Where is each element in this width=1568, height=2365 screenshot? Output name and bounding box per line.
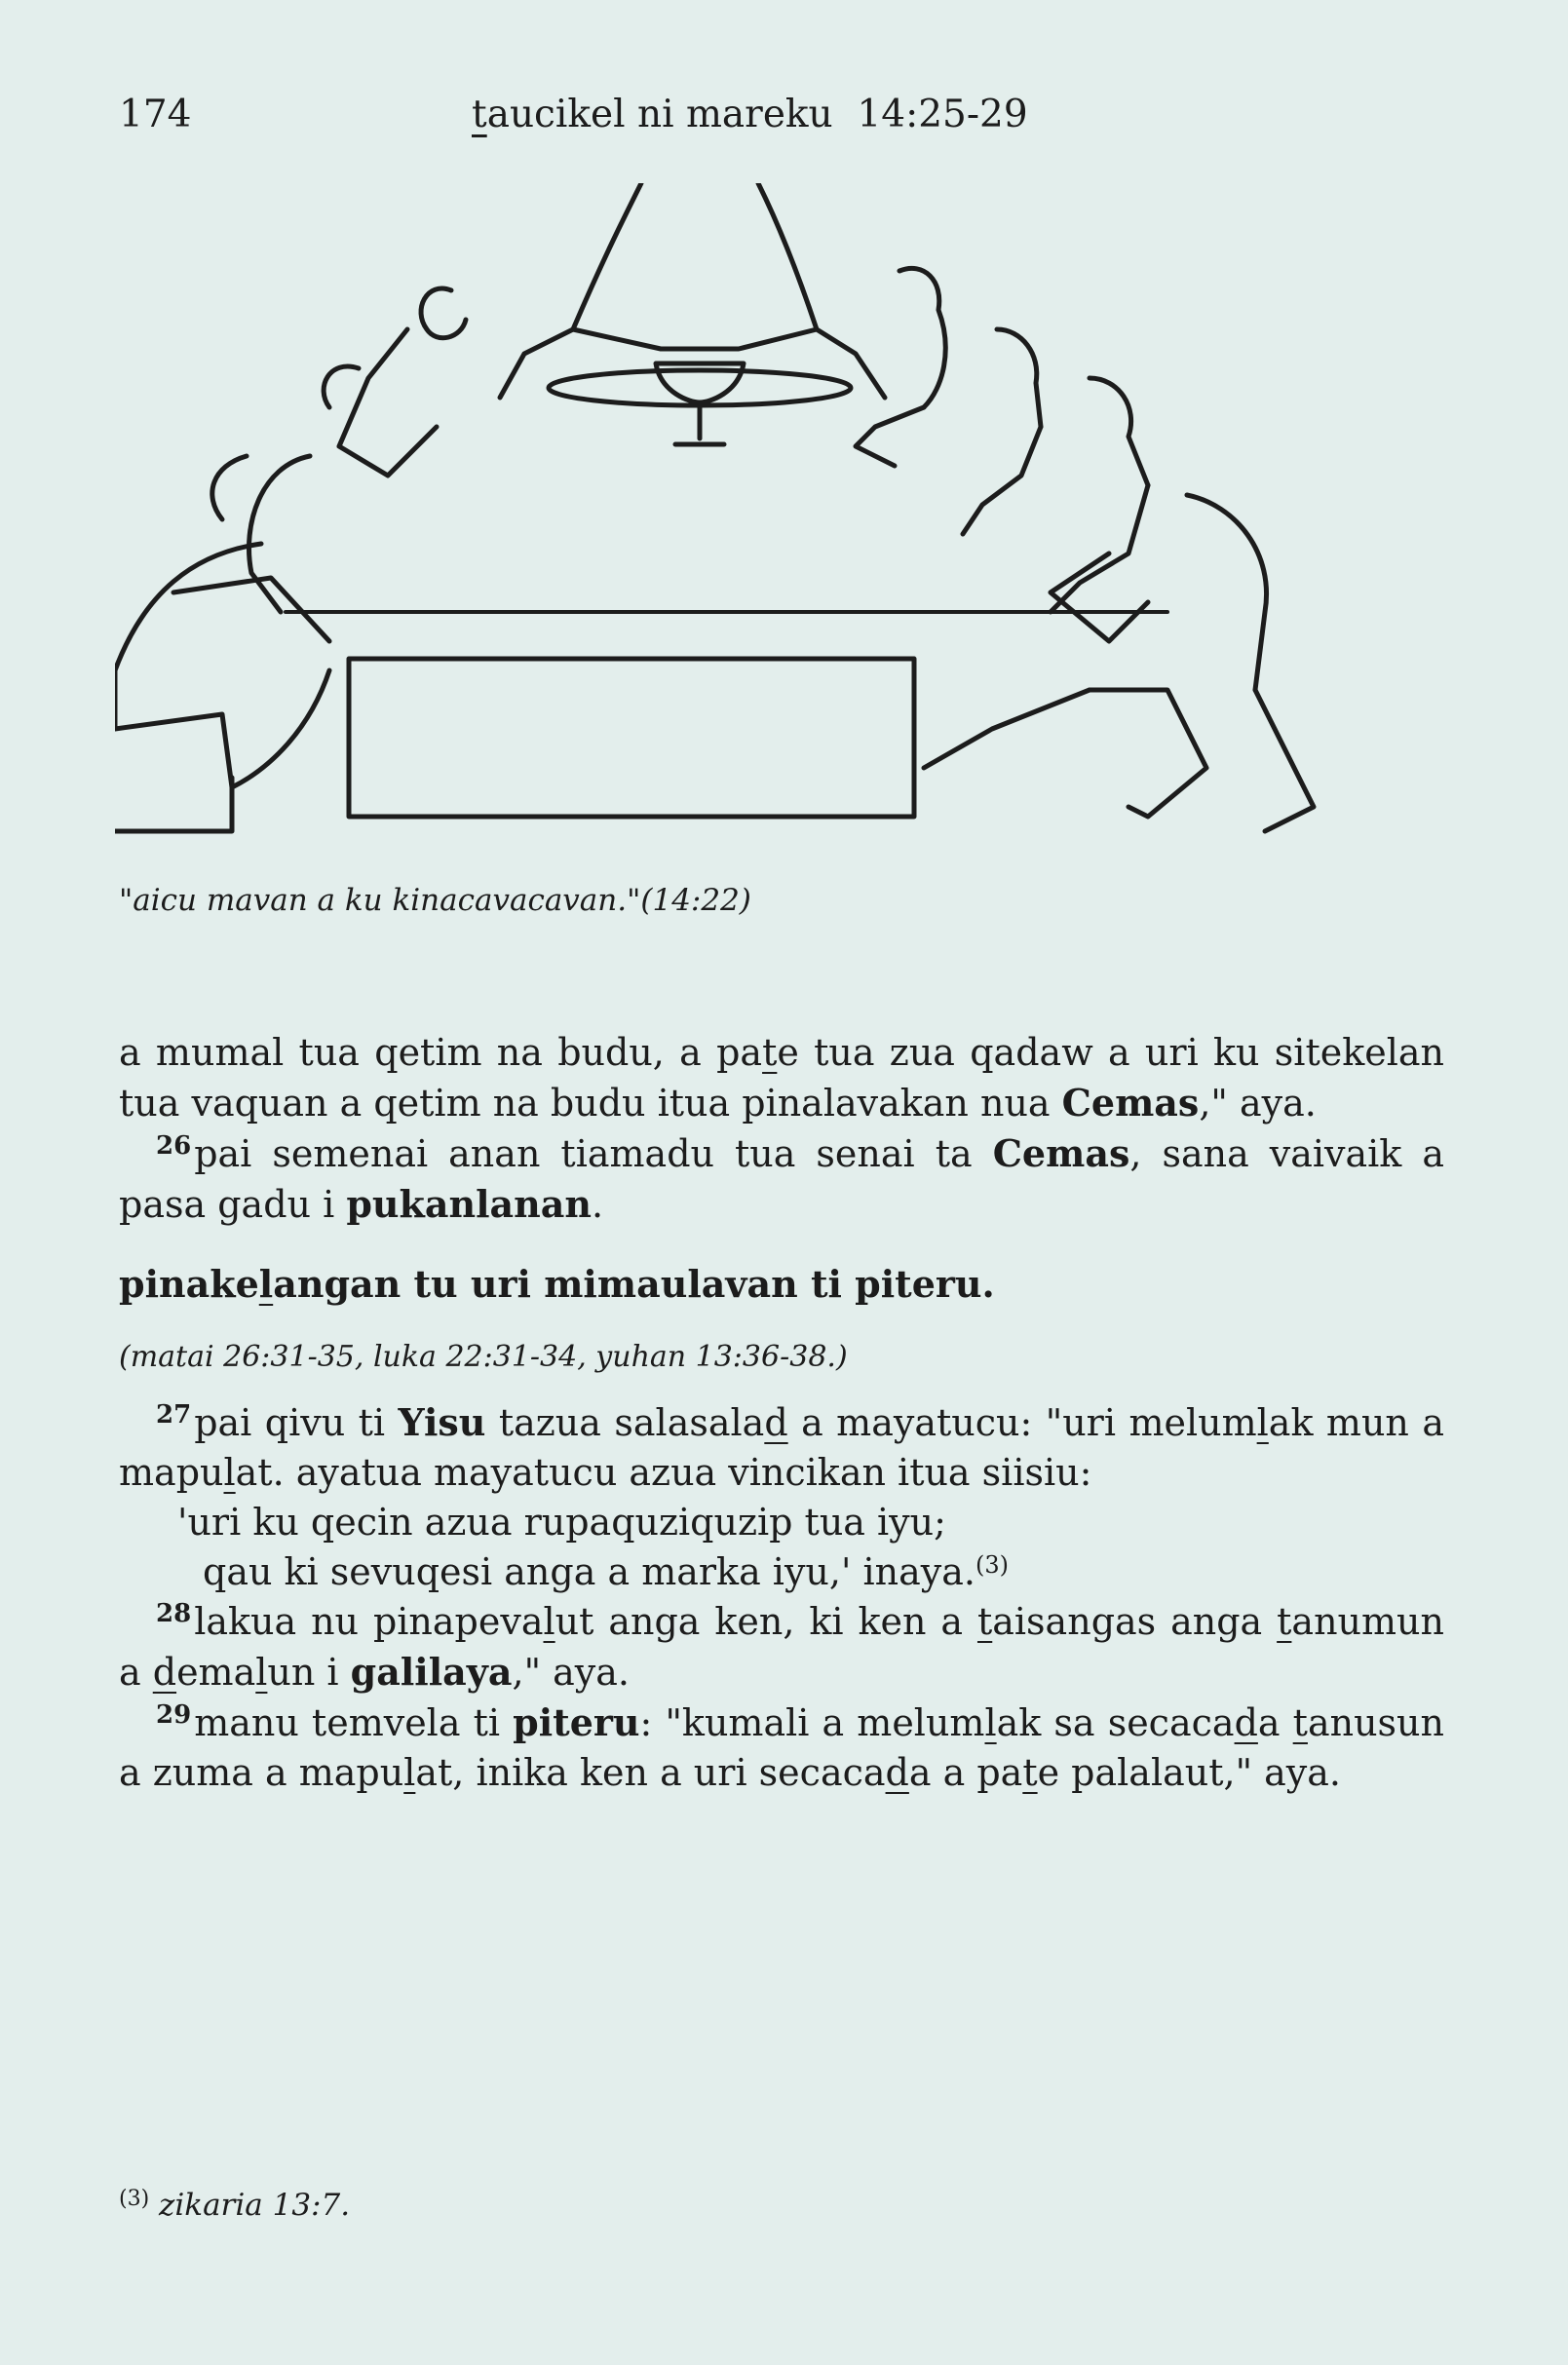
- paragraph-continued: a mumal tua qetim na budu, a pate tua zua qadaw a uri ku sitekelan tua vaquan a qetim na budu itua pinalavakan nua Cemas," aya.: [119, 1031, 1444, 1125]
- name-cemas: Cemas: [1061, 1081, 1200, 1125]
- page-number: 174: [119, 93, 192, 136]
- verse-26: $^{26}$pai semenai anan tiamadu tua senai ta Cemas, sana vaivaik a pasa gadu i pukanlanan.: [119, 1131, 1445, 1226]
- scripture-text: [119, 1028, 1444, 1798]
- poetry-line-1: 'uri ku qecin azua rupaquziquzip tua iyu;: [177, 1501, 946, 1544]
- illustration-caption: "aicu mavan a ku kinacavacavan."(14:22): [119, 883, 751, 918]
- poetry-line-2: qau ki sevuqesi anga a marka iyu,' inaya.$^{(3)}$: [203, 1550, 1009, 1593]
- verse-number: 27: [156, 1400, 192, 1430]
- parallel-references: (matai 26:31-35, luka 22:31-34, yuhan 13:36-38.): [119, 1340, 848, 1374]
- verse-number: 29: [156, 1700, 192, 1730]
- section-heading: pinakelangan tu uri mimaulavan ti piteru.: [119, 1262, 995, 1306]
- verse-29: $^{29}$manu temvela ti piteru: "kumali a melumlak sa secacada tanusun a zuma a mapulat, inika ken a uri secacada a pate palalaut," aya.: [119, 1700, 1444, 1794]
- verse-number: 28: [156, 1599, 192, 1628]
- last-supper-illustration: [115, 183, 1445, 865]
- page-header: [119, 93, 1451, 151]
- footnote-number: (3): [119, 2187, 150, 2211]
- verse-number: 26: [156, 1131, 192, 1161]
- footnote: [119, 2187, 350, 2223]
- running-title: taucikel ni mareku 14:25-29: [472, 93, 1028, 136]
- verse-28: $^{28}$lakua nu pinapevalut anga ken, ki ken a taisangas anga tanumun a demalun i galilaya," aya.: [119, 1599, 1445, 1694]
- footnote-reference[interactable]: (3): [975, 1551, 1009, 1579]
- verse-27: $^{27}$pai qivu ti Yisu tazua salasalad a mayatucu: "uri melumlak mun a mapulat. ayatua mayatucu azua vincikan itua siisiu:: [119, 1400, 1444, 1494]
- footnote-reference-text: zikaria 13:7.: [159, 2188, 351, 2223]
